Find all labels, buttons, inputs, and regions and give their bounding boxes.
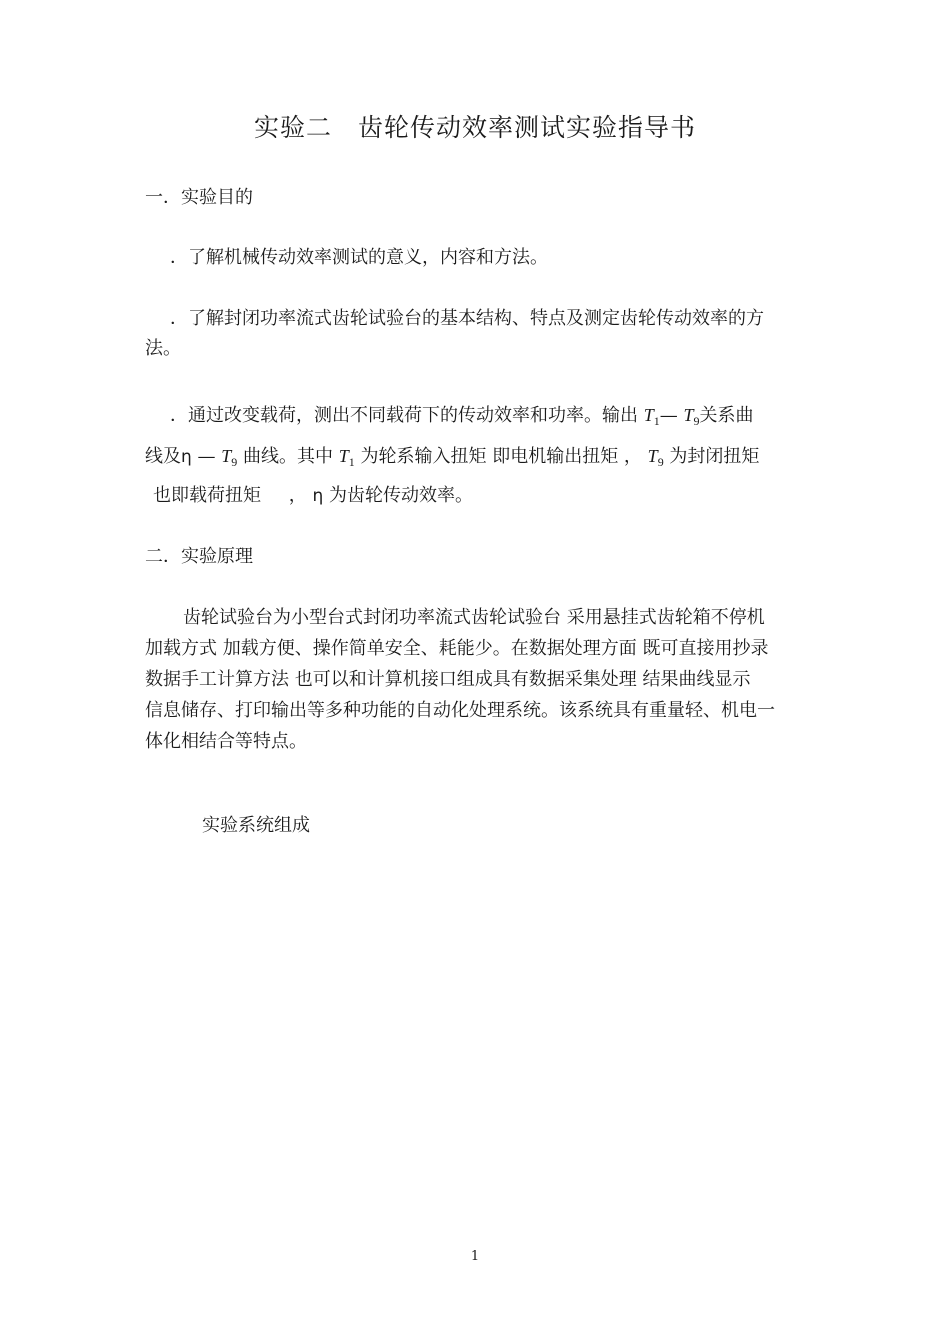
item3-text: 线及	[145, 446, 181, 467]
purpose-item-3-line-3	[145, 482, 815, 510]
item3-text: 为轮系输入扭矩 即电机输出扭矩 ，	[360, 446, 642, 467]
dash: —	[659, 405, 678, 426]
title-part-1: 实验二	[253, 113, 332, 142]
principle-line: 数据手工计算方法 也可以和计算机接口组成具有数据采集处理 结果曲线显示	[145, 669, 751, 690]
symbol-eta: η	[181, 447, 192, 467]
principle-line: 体化相结合等特点。	[145, 731, 307, 752]
item3-text: 曲线。其中	[243, 446, 333, 467]
purpose-item-2-line-2: 法。	[145, 338, 181, 359]
symbol-t1: $T_1$	[338, 446, 355, 469]
item3-text: 为齿轮传动效率。	[328, 485, 473, 506]
symbol-t1: $T_1$	[643, 405, 660, 428]
principle-paragraph	[145, 602, 815, 757]
page-title	[0, 108, 950, 144]
purpose-item-3	[145, 400, 815, 510]
symbol-t9: $T_9$	[221, 446, 238, 469]
page-number: 1	[470, 1249, 480, 1264]
symbol-t9: $T_9$	[683, 405, 700, 428]
principle-line: 信息储存、打印输出等多种功能的自动化处理系统。该系统具有重量轻、机电一	[145, 700, 775, 721]
section-heading-principle: 二．实验原理	[145, 546, 253, 567]
symbol-t9: $T_9$	[647, 446, 664, 469]
item3-text: 为封闭扭矩	[669, 446, 760, 467]
symbol-eta: η	[312, 486, 324, 506]
purpose-item-3-line-1	[145, 400, 815, 436]
title-part-2: 齿轮传动效率测试实验指导书	[358, 113, 697, 142]
item3-text: 也即载荷扭矩	[153, 485, 261, 506]
purpose-item-2	[145, 304, 815, 364]
purpose-item-1: ．了解机械传动效率测试的意义，内容和方法。	[170, 247, 548, 268]
purpose-item-3-line-2	[145, 436, 815, 482]
purpose-item-2-line-1: ．了解封闭功率流式齿轮试验台的基本结构、特点及测定齿轮传动效率的方	[170, 308, 764, 329]
principle-line: 齿轮试验台为小型台式封闭功率流式齿轮试验台 采用悬挂式齿轮箱不停机	[183, 607, 765, 628]
item3-text: 关系曲	[699, 405, 754, 426]
system-composition-heading: 实验系统组成	[202, 815, 310, 836]
principle-line: 加载方式 加载方便、操作简单安全、耗能少。在数据处理方面 既可直接用抄录	[145, 638, 769, 659]
item3-text: ．通过改变载荷，测出不同载荷下的传动效率和功率。输出	[170, 405, 638, 426]
dash: —	[197, 446, 216, 467]
section-heading-purpose: 一．实验目的	[145, 187, 253, 208]
item3-text: ，	[288, 485, 307, 506]
